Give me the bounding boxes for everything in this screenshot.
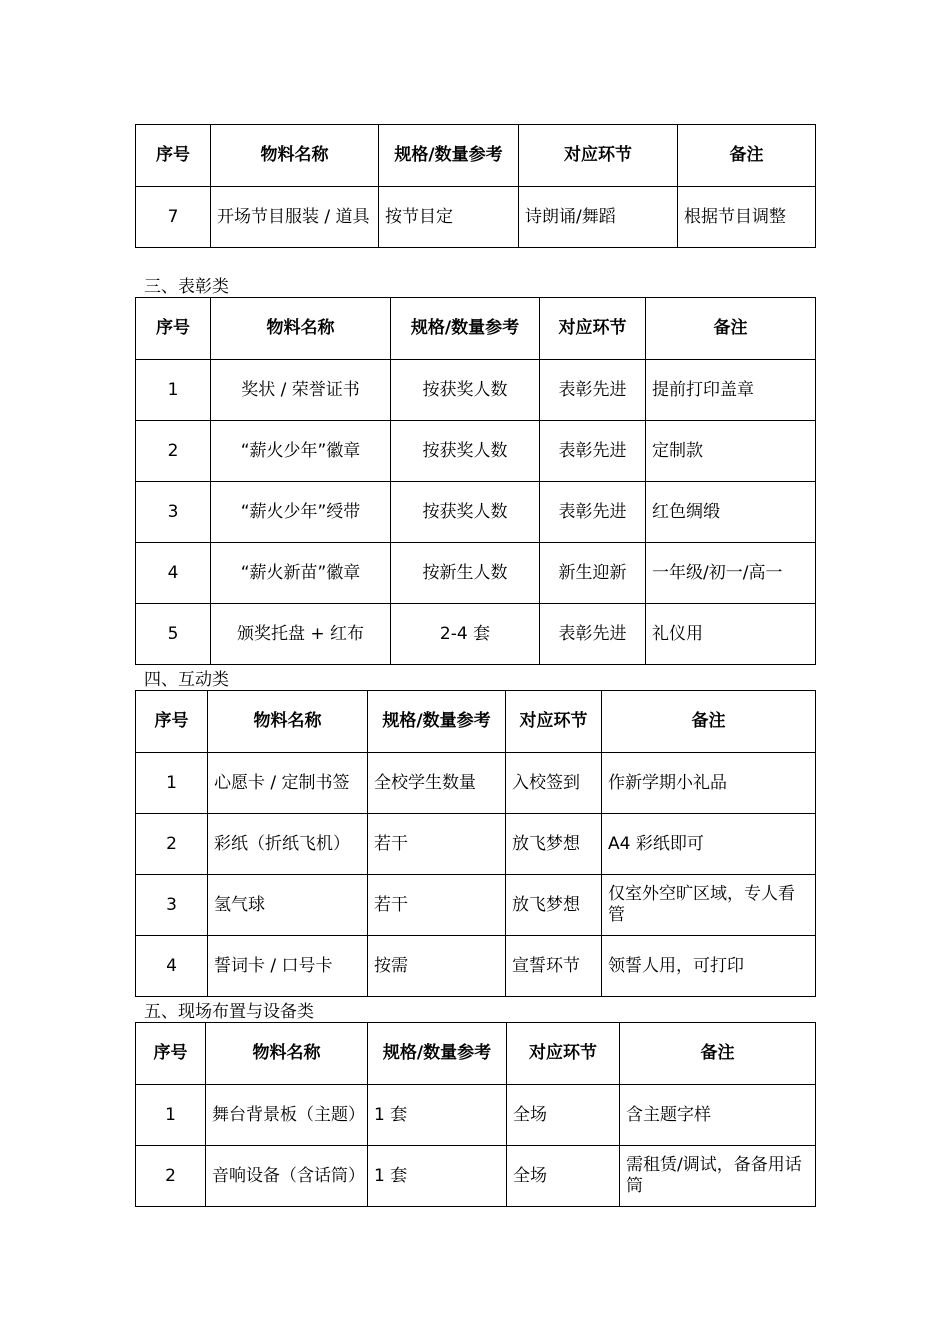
cell-stage: 放飞梦想 xyxy=(506,814,602,875)
cell-note: 含主题字样 xyxy=(620,1085,816,1146)
header-spec: 规格/数量参考 xyxy=(368,691,506,753)
cell-name: 心愿卡 / 定制书签 xyxy=(208,753,368,814)
cell-seq: 1 xyxy=(136,753,208,814)
header-stage: 对应环节 xyxy=(507,1023,620,1085)
table-row xyxy=(136,421,816,482)
cell-seq: 1 xyxy=(136,360,211,421)
cell-seq: 4 xyxy=(136,543,211,604)
header-spec: 规格/数量参考 xyxy=(391,298,540,360)
table-header-row xyxy=(136,125,816,187)
cell-stage: 全场 xyxy=(507,1146,620,1207)
cell-note: 红色绸缎 xyxy=(646,482,816,543)
cell-note: 一年级/初一/高一 xyxy=(646,543,816,604)
table-row xyxy=(136,604,816,665)
cell-spec: 按节目定 xyxy=(379,187,519,248)
table-row xyxy=(136,482,816,543)
cell-seq: 2 xyxy=(136,1146,206,1207)
header-note: 备注 xyxy=(620,1023,816,1085)
cell-name: “薪火新苗”徽章 xyxy=(211,543,391,604)
cell-seq: 2 xyxy=(136,421,211,482)
cell-name: 誓词卡 / 口号卡 xyxy=(208,936,368,997)
header-spec: 规格/数量参考 xyxy=(379,125,519,187)
cell-name: 开场节目服装 / 道具 xyxy=(211,187,379,248)
cell-spec: 按获奖人数 xyxy=(391,482,540,543)
cell-name: 奖状 / 荣誉证书 xyxy=(211,360,391,421)
cell-spec: 全校学生数量 xyxy=(368,753,506,814)
cell-note: 作新学期小礼品 xyxy=(602,753,816,814)
cell-seq: 7 xyxy=(136,187,211,248)
header-seq: 序号 xyxy=(136,298,211,360)
header-name: 物料名称 xyxy=(211,125,379,187)
awards-table xyxy=(135,297,816,665)
cell-name: 彩纸（折纸飞机） xyxy=(208,814,368,875)
cell-name: 颁奖托盘 + 红布 xyxy=(211,604,391,665)
section-title-equipment: 五、现场布置与设备类 xyxy=(144,1002,314,1022)
table-header-row xyxy=(136,1023,816,1085)
cell-stage: 表彰先进 xyxy=(540,360,646,421)
header-note: 备注 xyxy=(602,691,816,753)
cell-stage: 诗朗诵/舞蹈 xyxy=(519,187,678,248)
cell-seq: 5 xyxy=(136,604,211,665)
header-stage: 对应环节 xyxy=(540,298,646,360)
cell-seq: 1 xyxy=(136,1085,206,1146)
header-seq: 序号 xyxy=(136,125,211,187)
table-row xyxy=(136,187,816,248)
table-row xyxy=(136,543,816,604)
cell-spec: 按获奖人数 xyxy=(391,360,540,421)
header-seq: 序号 xyxy=(136,1023,206,1085)
cell-spec: 1 套 xyxy=(368,1085,507,1146)
cell-seq: 3 xyxy=(136,875,208,936)
table-row xyxy=(136,360,816,421)
costume-table xyxy=(135,124,816,248)
cell-name: 舞台背景板（主题） xyxy=(206,1085,368,1146)
section-title-awards: 三、表彰类 xyxy=(144,277,229,297)
cell-stage: 宣誓环节 xyxy=(506,936,602,997)
cell-stage: 放飞梦想 xyxy=(506,875,602,936)
table-row xyxy=(136,1146,816,1207)
cell-stage: 入校签到 xyxy=(506,753,602,814)
header-note: 备注 xyxy=(646,298,816,360)
cell-name: 音响设备（含话筒） xyxy=(206,1146,368,1207)
cell-spec: 按新生人数 xyxy=(391,543,540,604)
cell-stage: 新生迎新 xyxy=(540,543,646,604)
cell-stage: 全场 xyxy=(507,1085,620,1146)
header-spec: 规格/数量参考 xyxy=(368,1023,507,1085)
table-header-row xyxy=(136,298,816,360)
cell-spec: 若干 xyxy=(368,814,506,875)
section-title-interactive: 四、互动类 xyxy=(144,670,229,690)
cell-seq: 3 xyxy=(136,482,211,543)
table-row xyxy=(136,936,816,997)
cell-name: “薪火少年”绶带 xyxy=(211,482,391,543)
cell-note: 需租赁/调试，备备用话筒 xyxy=(620,1146,816,1207)
header-stage: 对应环节 xyxy=(519,125,678,187)
cell-note: 根据节目调整 xyxy=(678,187,816,248)
table-row xyxy=(136,875,816,936)
interactive-table xyxy=(135,690,816,997)
cell-note: 定制款 xyxy=(646,421,816,482)
cell-stage: 表彰先进 xyxy=(540,604,646,665)
header-note: 备注 xyxy=(678,125,816,187)
cell-spec: 若干 xyxy=(368,875,506,936)
table-header-row xyxy=(136,691,816,753)
cell-spec: 按需 xyxy=(368,936,506,997)
cell-note: 仅室外空旷区域，专人看管 xyxy=(602,875,816,936)
table-row xyxy=(136,1085,816,1146)
table-row xyxy=(136,753,816,814)
cell-seq: 2 xyxy=(136,814,208,875)
cell-name: 氢气球 xyxy=(208,875,368,936)
header-name: 物料名称 xyxy=(211,298,391,360)
equipment-table xyxy=(135,1022,816,1207)
cell-note: 礼仪用 xyxy=(646,604,816,665)
cell-spec: 按获奖人数 xyxy=(391,421,540,482)
cell-note: 领誓人用，可打印 xyxy=(602,936,816,997)
table-row xyxy=(136,814,816,875)
cell-seq: 4 xyxy=(136,936,208,997)
cell-spec: 2-4 套 xyxy=(391,604,540,665)
cell-stage: 表彰先进 xyxy=(540,421,646,482)
header-name: 物料名称 xyxy=(206,1023,368,1085)
header-stage: 对应环节 xyxy=(506,691,602,753)
cell-note: A4 彩纸即可 xyxy=(602,814,816,875)
header-seq: 序号 xyxy=(136,691,208,753)
cell-stage: 表彰先进 xyxy=(540,482,646,543)
cell-spec: 1 套 xyxy=(368,1146,507,1207)
cell-name: “薪火少年”徽章 xyxy=(211,421,391,482)
cell-note: 提前打印盖章 xyxy=(646,360,816,421)
header-name: 物料名称 xyxy=(208,691,368,753)
